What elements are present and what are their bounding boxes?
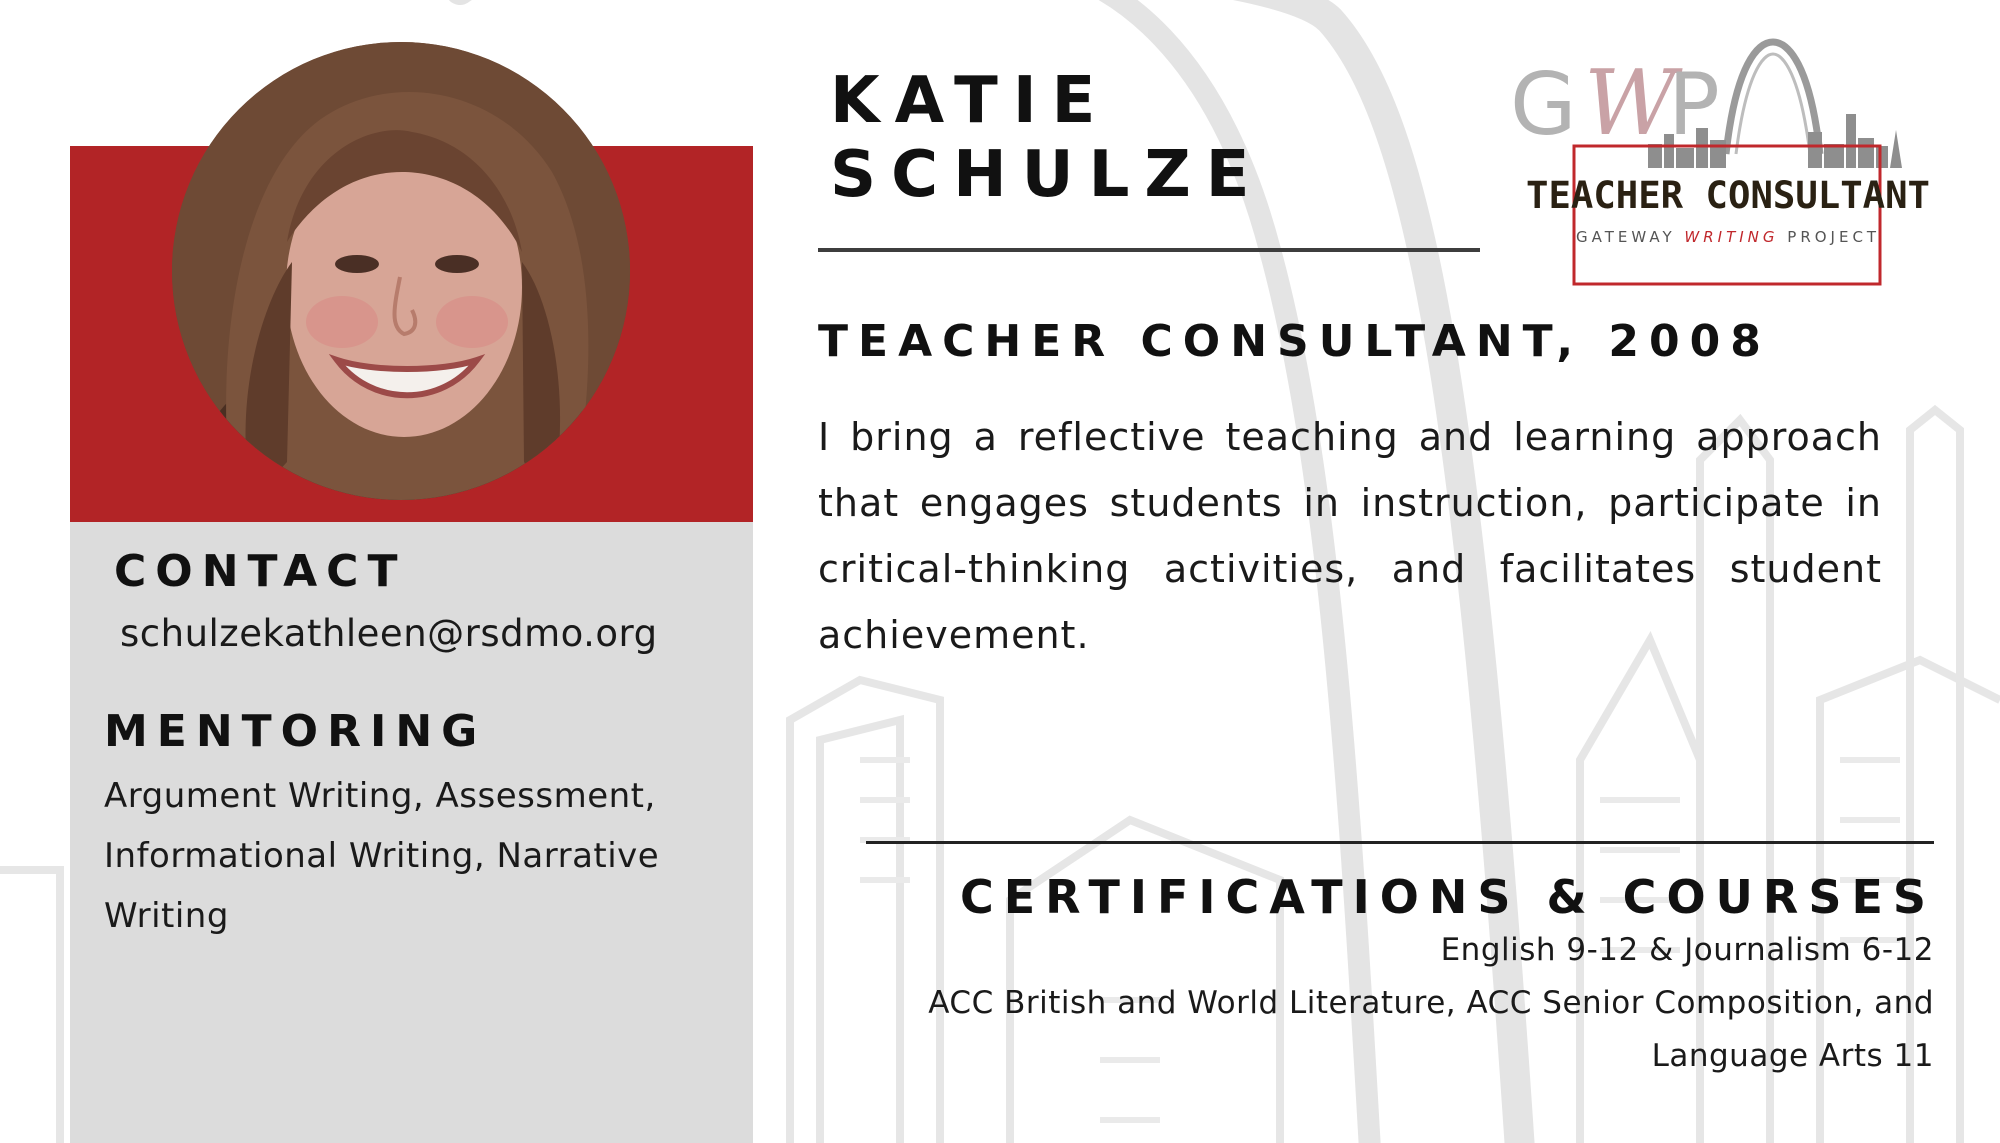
logo-subtitle-gateway: GATEWAY [1576,228,1685,246]
certification-item: ACC British and World Literature, ACC Senior Composition, and Language Arts 11 [928,985,1934,1074]
arch-icon [1726,42,1820,154]
profile-photo [172,42,630,500]
logo-letter-w: W [1584,51,1677,156]
logo-letter-g: G [1510,55,1577,155]
certifications-heading: CERTIFICATIONS & COURSES [959,870,1936,924]
last-name: SCHULZE [830,138,1265,212]
first-name: KATIE [830,64,1111,138]
contact-email-link[interactable]: schulzekathleen@rsdmo.org [120,612,658,655]
certifications-list [804,924,1934,1083]
logo-letter-p: P [1668,55,1720,155]
logo-subtitle-writing: WRITING [1684,228,1779,246]
mentoring-heading: MENTORING [104,706,487,757]
logo-title: TEACHER CONSULTANT [1526,174,1930,217]
logo-subtitle-project: PROJECT [1778,228,1881,246]
certification-item: English 9-12 & Journalism 6-12 [1440,932,1934,968]
role-title: TEACHER CONSULTANT, 2008 [818,316,1771,367]
gwp-teacher-consultant-logo [1508,34,1936,286]
svg-text:GATEWAY WRITING PROJECT [1576,228,1880,246]
certifications-divider [866,841,1934,844]
bio-text: I bring a reflective teaching and learning approach that engages students in instruction, participate in critical-thinking activities, and facilitates student achievement. [818,415,1882,657]
mentoring-topics: Argument Writing, Assessment, Informational Writing, Narrative Writing [104,776,660,936]
person-name [830,64,1265,212]
contact-heading: CONTACT [114,546,407,597]
name-divider [818,248,1480,252]
